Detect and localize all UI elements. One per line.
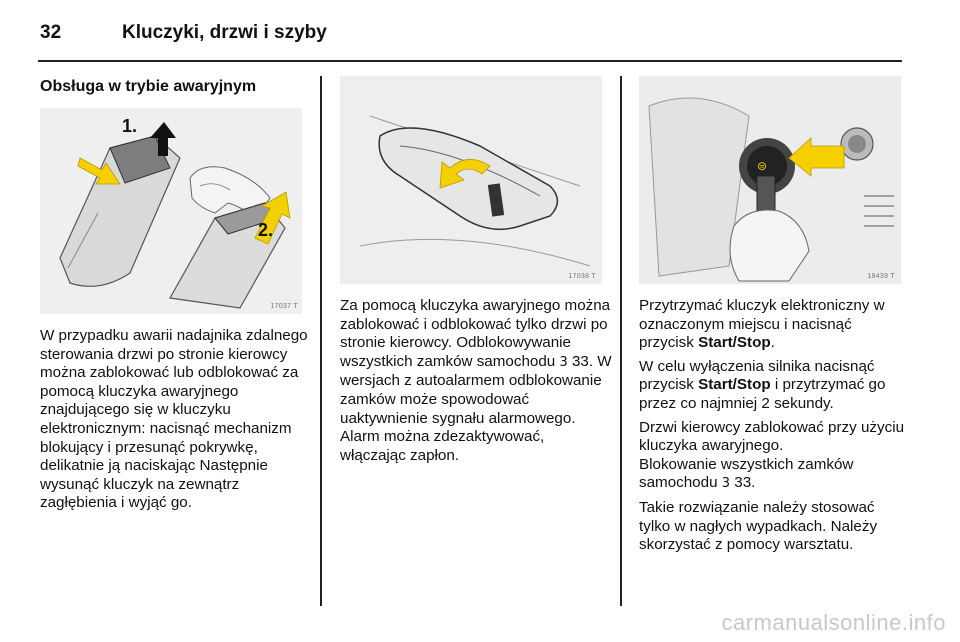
figure-code: 17038 T: [568, 273, 596, 280]
reference-arrow-icon: 3: [559, 354, 568, 370]
figure-start-stop: [639, 76, 901, 284]
start-stop-illustration: [639, 76, 901, 284]
page-number: 32: [40, 22, 62, 43]
col3-para-2: W celu wyłączenia silnika nacisnąć przycisk Start/Stop i przytrzymać go przez co najmniej 2 sekundy.: [639, 357, 886, 412]
callout-1: 1.: [122, 116, 138, 136]
col3-para-3: Drzwi kierowcy zablokować przy użyciu kluczyka awaryjnego.: [639, 418, 905, 455]
col3-para-4: Blokowanie wszystkich zamków samochodu 3 33.: [639, 455, 854, 492]
callout-2: 2.: [258, 220, 274, 240]
column-divider-1: [320, 76, 322, 606]
svg-text:⊜: ⊜: [757, 159, 768, 173]
watermark: carmanualsonline.info: [721, 610, 946, 635]
figure-code: 17037 T: [270, 303, 298, 310]
col3-para-1: Przytrzymać kluczyk elektroniczny w oznaczonym miejscu i nacisnąć przycisk Start/Stop.: [639, 297, 885, 352]
chapter-title: Kluczyki, drzwi i szyby: [122, 22, 327, 43]
col2-text: Za pomocą kluczyka awaryjnego można zablokować i odblokować tylko drzwi po stronie kierowcy. Odblokowywanie wszystkich zamków samochodu 3 33. W wersjach z autoalarmem odblokowanie zamków może spowodować uaktywnienie sygnału alarmowego. Alarm można zdezaktywować, włączając zapłon.: [340, 297, 612, 464]
figure-key-fob: [40, 108, 302, 314]
column-divider-2: [620, 76, 622, 606]
key-fob-illustration: [40, 108, 302, 314]
col3-paragraphs: [639, 297, 907, 560]
figure-door-handle: [340, 76, 602, 284]
reference-arrow-icon: 3: [721, 476, 731, 492]
header-rule: [38, 60, 902, 62]
section-title: Obsługa w trybie awaryjnym: [40, 78, 257, 95]
col1-text: W przypadku awarii nadajnika zdalnego sterowania drzwi po stronie kierowcy można zablokować lub odblokować za pomocą kluczyka awaryjnego znajdującego się w kluczyku elektronicznym: nacisnąć mechanizm blokujący i przesunąć pokrywkę, delikatnie ją naciskając Następnie wysunąć kluczyk na zewnątrz zagłębienia i wyjąć go.: [40, 327, 308, 512]
start-stop-label: Start/Stop: [698, 334, 771, 352]
col3-para-5: Takie rozwiązanie należy stosować tylko w nagłych wypadkach. Należy skorzystać z pomocy warsztatu.: [639, 498, 878, 554]
col2-paragraph: [340, 297, 612, 470]
col1-paragraph: [40, 327, 312, 518]
door-handle-illustration: [340, 76, 602, 284]
figure-code: 18439 T: [867, 273, 895, 280]
page-header: [40, 14, 902, 54]
start-stop-label: Start/Stop: [698, 376, 771, 394]
